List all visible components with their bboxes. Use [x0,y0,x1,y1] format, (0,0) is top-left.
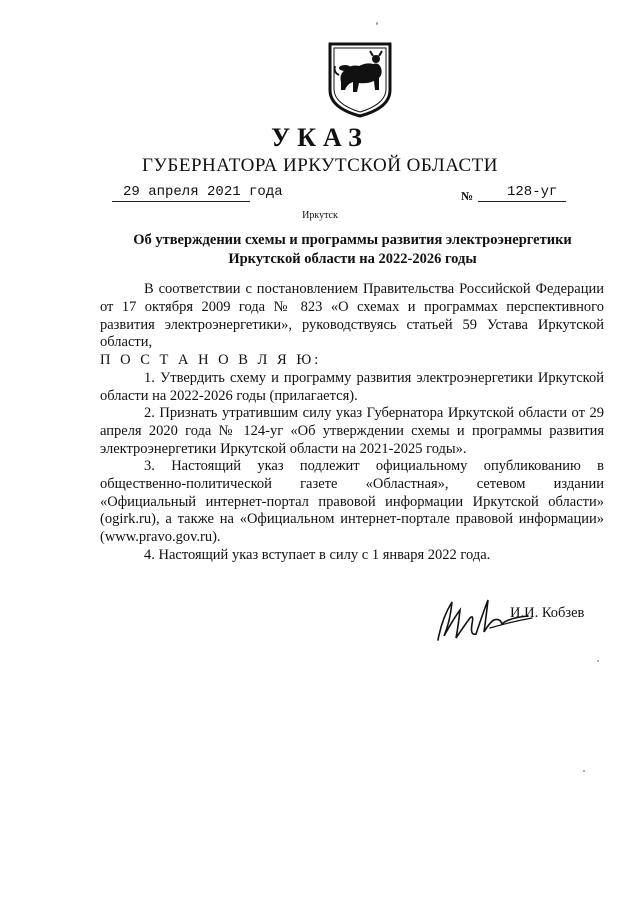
document-date: 29 апреля 2021 года [123,184,283,200]
coat-of-arms-emblem [327,42,393,118]
item-4-paragraph: 4. Настоящий указ вступает в силу с 1 января 2022 года. [144,547,491,563]
issuer-title: ГУБЕРНАТОРА ИРКУТСКОЙ ОБЛАСТИ [142,155,498,176]
item-1-paragraph: 1. Утвердить схему и программу развития электроэнергетики Иркутской области на 2022-2026 годы (прилагается). [100,370,604,404]
item-2-paragraph: 2. Признать утратившим силу указ Губернатора Иркутской области от 29 апреля 2020 года № 124-уг «Об утверждении схемы и программы развития электроэнергетики Иркутской области на 2021-2025 годы». [100,405,604,457]
scan-speck [376,22,378,25]
number-sign: № [461,189,474,203]
document-type-title: УКАЗ [271,123,369,152]
scan-speck [597,660,599,662]
item-3-paragraph: 3. Настоящий указ подлежит официальному опубликованию в общественно-политической газете «Областная», сетевом издании «Официальный интернет-портал правовой информации Иркутской области» (ogirk.ru), а также на «Официальном интернет-портале правовой информации» (www.pravo.gov.ru). [100,458,604,546]
document-city: Иркутск [302,210,338,221]
heading-line-2: Иркутской области на 2022-2026 годы [228,251,477,267]
signatory-name: И.И. Кобзев [510,605,585,621]
scan-speck [583,770,585,772]
document-heading [100,231,605,269]
preamble-paragraph: В соответствии с постановлением Правительства Российской Федерации от 17 октября 2009 года № 823 «О схемах и программах перспективного развития электроэнергетики», руководствуясь статьей 59 Устава Иркутской области, [100,281,604,351]
document-number: 128-уг [507,184,558,200]
date-underline [112,201,250,202]
number-underline [478,201,566,202]
heading-line-1: Об утверждении схемы и программы развития электроэнергетики [133,232,572,248]
decree-word: П О С Т А Н О В Л Я Ю: [100,352,322,368]
